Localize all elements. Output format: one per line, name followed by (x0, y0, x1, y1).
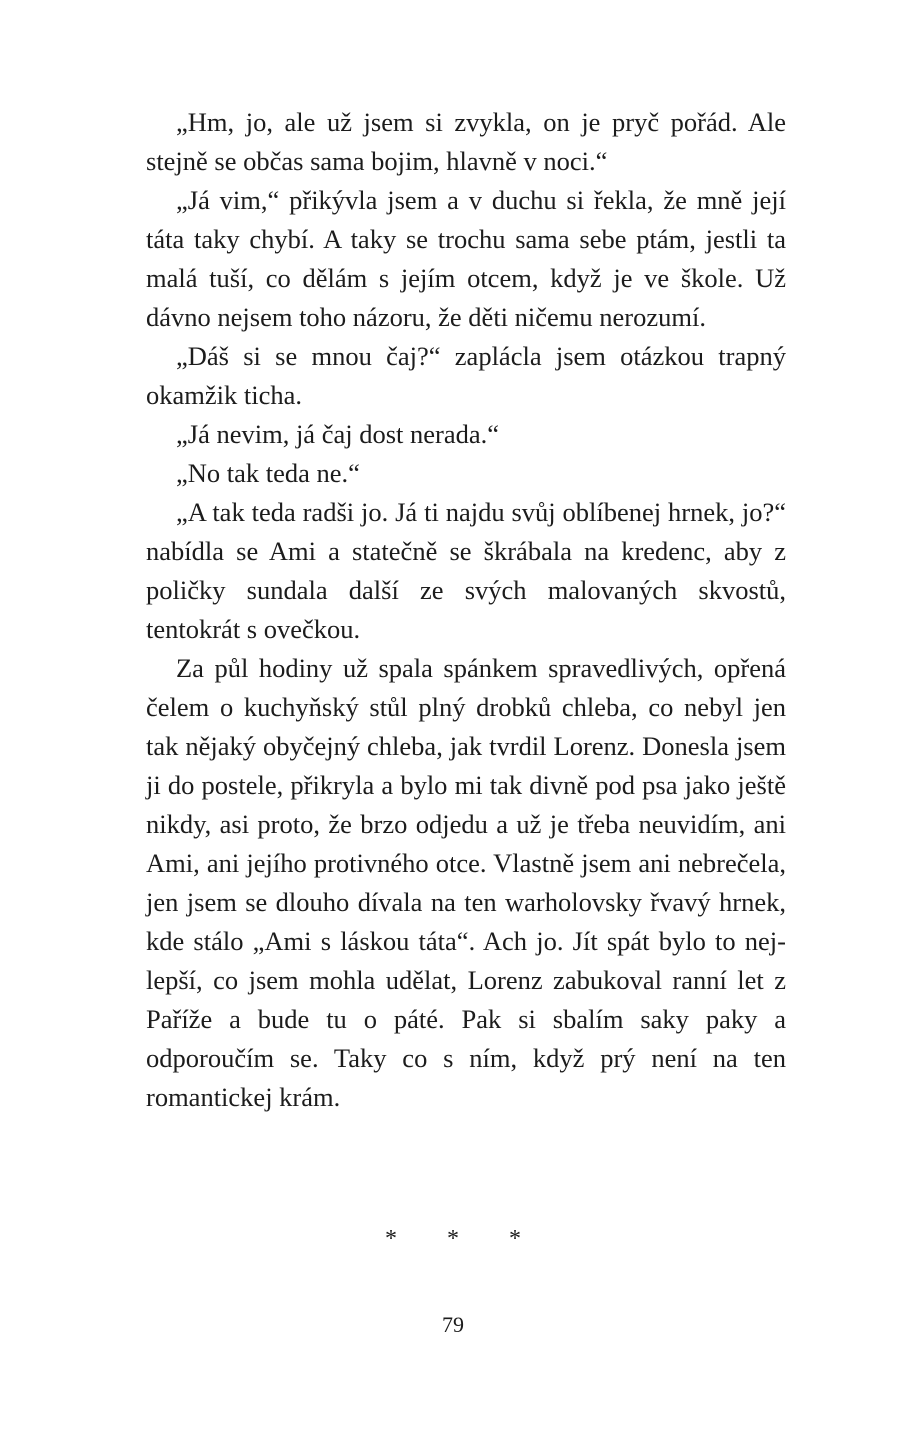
body-text (146, 103, 786, 1117)
paragraph: „Já nevim, já čaj dost nerada.“ (176, 419, 500, 449)
paragraph: „A tak teda radši jo. Já ti najdu svůj oblíbenej hrnek, jo?“ nabídla se Ami a statečně se škrábala na kredenc, aby z poličky sundala další ze svých malovaných skvostů, tentokrát s ovečkou. (146, 497, 786, 644)
paragraph: „Já vim,“ přikývla jsem a v duchu si řekla, že mně její táta taky chybí. A taky se trochu sama sebe ptám, jestli ta malá tuší, co dělám s jejím otcem, když je ve škole. Už dávno nejsem toho názoru, že děti ničemu nerozumí. (146, 185, 786, 332)
paragraph: „No tak teda ne.“ (176, 458, 360, 488)
page-number: 79 (442, 1312, 464, 1337)
paragraph: „Hm, jo, ale už jsem si zvykla, on je pryč pořád. Ale stejně se občas sama bojim, hlavně v noci.“ (146, 107, 786, 176)
paragraph: „Dáš si se mnou čaj?“ zaplácla jsem otázkou trapný okamžik ticha. (146, 341, 786, 410)
section-divider: * * * (385, 1226, 543, 1252)
paragraph: Za půl hodiny už spala spánkem spravedlivých, opřená čelem o kuchyňský stůl plný drobků chleba, co nebyl jen tak nějaký obyčejný chleba, jak tvrdil Lorenz. Donesla jsem ji do postele, přikryla a bylo mi tak divně pod psa jako ještě nikdy, asi proto, že brzo odjedu a už je třeba neuvidím, ani Ami, ani jejího protivného otce. Vlastně jsem ani nebrečela, jen jsem se dlouho dívala na ten warholovsky řvavý hrnek, kde stálo „Ami s láskou táta“. Ach jo. Jít spát bylo to nejlepší, co jsem mohla udělat, Lorenz zabukoval ranní let z Paříže a bude tu o páté. Pak si sbalím saky paky a odporoučím se. Taky co s ním, když prý není na ten romantickej krám. (146, 653, 786, 1112)
